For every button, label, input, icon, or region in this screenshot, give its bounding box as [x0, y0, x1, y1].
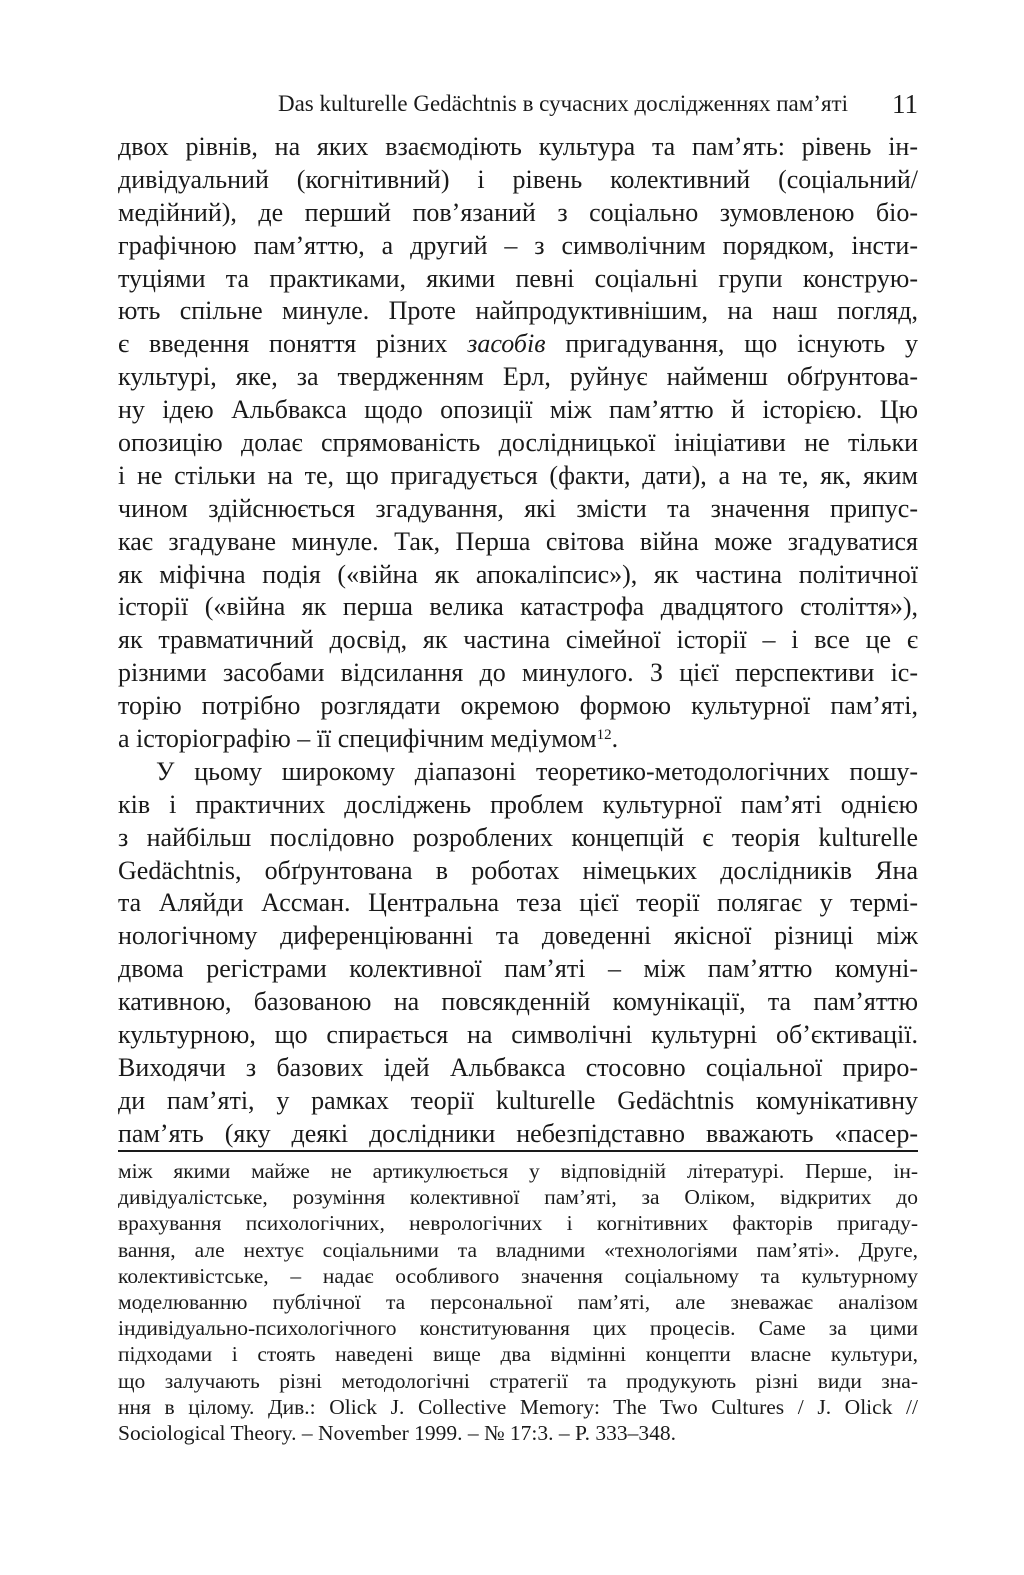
text-line: дивідуальний (когнітивний) і рівень колективний (соціальний/	[118, 164, 918, 194]
footnote-line: що залучають різні методологічні стратегії та продукують різні види зна-	[118, 1368, 918, 1393]
text-line: кає згадуване минуле. Так, Перша світова війна може згадуватися	[118, 526, 918, 556]
text-line: і не стільки на те, що пригадується (факти, дати), а на те, як, яким	[118, 460, 918, 490]
page-number: 11	[892, 89, 918, 119]
text-line: Виходячи з базових ідей Альбвакса стосовно соціальної приро-	[118, 1052, 918, 1082]
footnote-ref: 12	[596, 727, 612, 744]
text-line: ди пам’яті, у рамках теорії kulturelle Gedächtnis комунікативну	[118, 1085, 918, 1115]
footnote-divider	[118, 1150, 918, 1152]
text-run: а історіографію – її специфічним медіумом	[118, 724, 597, 754]
text-line: нологічному диференціюванні та доведенні якісної різниці між	[118, 921, 918, 951]
footnote-line: індивідуально-психологічного конституювання цих процесів. Саме за цими	[118, 1316, 918, 1341]
footnote-line: вання, але нехтує соціальними та владними «технологіями пам’яті». Друге,	[118, 1237, 918, 1262]
paragraph-start-line: У цьому широкому діапазоні теоретико-методологічних пошу-	[156, 756, 918, 786]
text-line: з найбільш послідовно розроблених концепцій є теорія kulturelle	[118, 822, 918, 852]
text-line: двох рівнів, на яких взаємодіють культура та пам’ять: рівень ін-	[118, 132, 918, 161]
footnote	[118, 1158, 918, 1446]
text-run: пригадування, що існують у	[565, 329, 919, 359]
text-line: Gedächtnis, обґрунтована в роботах німецьких дослідників Яна	[118, 855, 918, 885]
footnote-line: Sociological Theory. – November 1999. – № 17:3. – P. 333–348.	[118, 1420, 676, 1445]
text-line: медійний), де перший пов’язаний з соціально зумовленою біо-	[118, 197, 918, 227]
footnote-line: дивідуалістське, розуміння колективної пам’яті, за Оліком, відкритих до	[118, 1185, 918, 1210]
text-line: туціями та практиками, якими певні соціальні групи конструю-	[118, 263, 918, 293]
text-line: торію потрібно розглядати окремою формою культурної пам’яті,	[118, 691, 918, 721]
text-line: культурі, яке, за твердженням Ерл, руйнує найменш обґрунтова-	[118, 362, 918, 392]
text-line: двома регістрами колективної пам’яті – між пам’яттю комуні-	[118, 954, 918, 984]
text-line: опозицію долає спрямованість дослідницької ініціативи не тільки	[118, 428, 918, 458]
footnote-line: врахування психологічних, неврологічних і когнітивних факторів пригаду-	[118, 1211, 918, 1236]
footnote-line: колективістське, – надає особливого значення соціальному та культурному	[118, 1263, 918, 1288]
running-title: Das kulturelle Gedächtnis в сучасних дослідженнях пам’яті	[277, 91, 848, 116]
footnote-line: ння в цілому. Див.: Olick J. Collective Memory: The Two Cultures / J. Olick //	[118, 1394, 918, 1419]
footnote-line: моделюванню публічної та персональної пам’яті, але зневажає аналізом	[118, 1289, 918, 1314]
text-line: як травматичний досвід, як частина сімейної історії – і все це є	[118, 625, 918, 655]
text-line: та Аляйди Ассман. Центральна теза цієї теорії полягає у термі-	[118, 888, 918, 918]
footnote-line: підходами і стоять наведені вище два відмінні концепти власне культури,	[118, 1342, 918, 1367]
text-line	[118, 723, 918, 756]
main-text	[118, 131, 918, 1151]
text-line: як міфічна подія («війна як апокаліпсис»), як частина політичної	[118, 559, 918, 589]
footnote-line: між якими майже не артикулюється у відповідній літературі. Перше, ін-	[118, 1159, 918, 1183]
text-line: пам’ять (яку деякі дослідники небезпідставно вважають «пасер-	[118, 1118, 918, 1148]
text-line: історії («війна як перша велика катастрофа двадцятого століття»),	[118, 592, 918, 622]
text-line: ків і практичних досліджень проблем культурної пам’яті однією	[118, 789, 918, 819]
text-line	[118, 328, 918, 361]
text-line: ють спільне минуле. Проте найпродуктивнішим, на наш погляд,	[118, 296, 918, 326]
text-run: .	[611, 724, 619, 754]
text-line: ну ідею Альбвакса щодо опозиції між пам’яттю й історією. Цю	[118, 395, 918, 425]
text-line: кативною, базованою на повсякденній комунікації, та пам’яттю	[118, 987, 918, 1017]
italic-term: засобів	[467, 329, 546, 359]
text-run: є введення поняття різних	[118, 329, 448, 359]
text-line: графічною пам’яттю, а другий – з символічним порядком, інсти-	[118, 230, 918, 260]
text-line: чином здійснюється згадування, які змісти та значення припус-	[118, 493, 918, 523]
text-line: різними засобами відсилання до минулого. З цієї перспективи іс-	[118, 658, 918, 688]
running-header	[118, 84, 918, 124]
text-line: культурною, що спирається на символічні культурні об’єктивації.	[118, 1020, 918, 1050]
